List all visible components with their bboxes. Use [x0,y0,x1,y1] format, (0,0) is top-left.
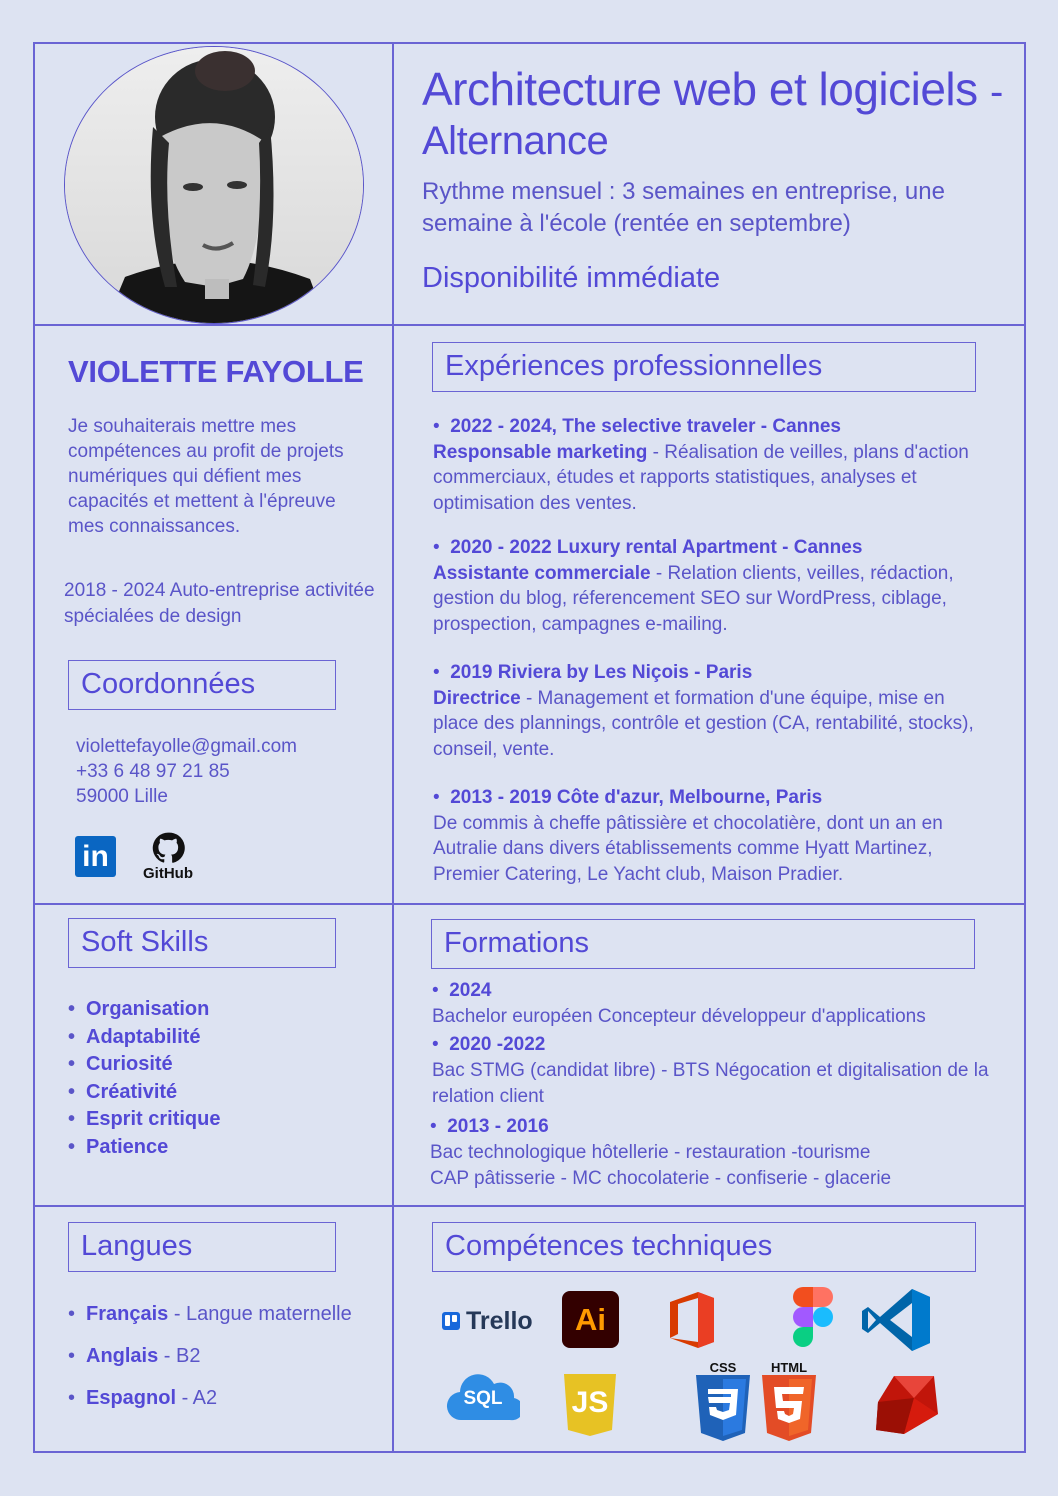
list-item: • Adaptabilité [68,1024,220,1052]
css-icon [694,1360,752,1444]
formation-line: Bac STMG (candidat libre) - BTS Négocation et digitalisation de la relation client [432,1060,989,1107]
soft-skills-list [68,996,220,1162]
langue-level: - B2 [158,1345,201,1367]
formation-line: CAP pâtisserie - MC chocolaterie - confiserie - glacerie [430,1168,892,1189]
vscode-icon [862,1287,932,1358]
formation-year: 2024 [449,980,492,1001]
experience-item: • 2013 - 2019 Côte d'azur, Melbourne, Paris De commis à cheffe pâtissière et chocolatière, dont un an en Autralie dans divers établissements comme Hyatt Martinez, Premier Catering, Le Yacht club, Maison Pradier. [433,787,943,885]
office-icon [668,1290,716,1355]
soft-skills-heading: Soft Skills [68,918,336,968]
langues-heading: Langues [68,1222,336,1272]
linkedin-label: in [82,840,109,873]
langue-name: Français [86,1303,169,1325]
linkedin-icon[interactable] [75,836,116,877]
availability: Disponibilité immédiate [422,262,721,294]
experience-role: Assistante commerciale [433,562,651,584]
row-divider [33,324,1026,326]
list-item: • Créativité [68,1079,220,1107]
experience-desc: De commis à cheffe pâtissière et chocolatière, dont un an en Autralie dans divers établissements comme Hyatt Martinez, Premier Catering, Le Yacht club, Maison Pradier. [433,812,943,885]
list-item: • Curiosité [68,1051,220,1079]
title-main: Architecture web et logiciels [422,63,978,115]
phone[interactable]: +33 6 48 97 21 85 [76,761,230,782]
rythme-text: Rythme mensuel : 3 semaines en entreprise, une semaine à l'école (rentée en septembre) [422,178,945,237]
candidate-name: VIOLETTE FAYOLLE [68,354,364,389]
title-suffix: - Alternance [422,70,1003,163]
experience-desc: - Relation clients, veilles, rédaction, gestion du blog, réferencement SEO sur WordPress, ciblage, prospection, campagnes e-mailing. [433,562,954,635]
experience-role: Responsable marketing [433,441,648,463]
html-icon [760,1360,818,1444]
github-octocat-icon [151,832,185,864]
github-icon[interactable] [138,832,198,882]
github-label: GitHub [143,865,193,882]
experience-head: 2013 - 2019 Côte d'azur, Melbourne, Paris [450,787,823,808]
coordonnees-heading: Coordonnées [68,660,336,710]
profile-photo [64,46,364,324]
experience-head: 2020 - 2022 Luxury rental Apartment - Cannes [450,537,863,558]
list-item: • Esprit critique [68,1106,220,1134]
sql-label: SQL [463,1388,503,1409]
experience-desc: - Réalisation de veilles, plans d'action commerciaux, études et rapports statistiques, analyses et optimisation des ventes. [433,441,969,514]
html-label: HTML [770,1360,808,1375]
ruby-icon [874,1374,940,1441]
sql-icon [446,1370,520,1424]
formation-item: • 2024 Bachelor européen Concepteur développeur d'applications [432,978,1042,1030]
illustrator-icon [562,1291,619,1348]
experience-desc: - Management et formation d'une équipe, mise en place des plannings, contrôle et gestion (CA, rentabilité, stocks), conseil, vente. [433,687,974,760]
auto-entreprise: 2018 - 2024 Auto-entreprise activitée spécialées de design [64,580,375,627]
column-divider [392,42,394,1453]
langue-name: Anglais [86,1345,159,1367]
langue-level: - A2 [176,1387,218,1409]
list-item: • Organisation [68,996,220,1024]
experience-head: 2019 Riviera by Les Niçois - Paris [450,662,753,683]
tech-heading: Compétences techniques [432,1222,976,1272]
css-label: CSS [709,1360,737,1375]
experience-role: Directrice [433,687,521,709]
figma-icon [792,1286,834,1353]
formation-year: 2020 -2022 [449,1034,546,1055]
experience-item: • 2022 - 2024, The selective traveler - Cannes Responsable marketing - Réalisation de veilles, plans d'action commerciaux, études et rapports statistiques, analyses et optimisation des ventes. [433,416,969,514]
summary: Je souhaiterais mettre mes compétences au profit de projets numériques qui défient mes capacités et mettent à l'épreuve mes connaissances. [68,416,344,537]
langue-name: Espagnol [86,1387,177,1409]
experience-heading: Expériences professionnelles [432,342,976,392]
row-divider [33,903,1026,905]
javascript-icon [562,1374,618,1436]
formation-line: Bac technologique hôtellerie - restauration -tourisme [430,1142,871,1163]
formations-heading: Formations [431,919,975,969]
experience-item: • 2019 Riviera by Les Niçois - Paris Directrice - Management et formation d'une équipe, mise en place des plannings, contrôle et gestion (CA, rentabilité, stocks), conseil, vente. [433,662,974,760]
trello-icon [442,1306,533,1336]
formation-year: 2013 - 2016 [447,1116,549,1137]
list-item [68,1345,352,1368]
list-item [68,1387,352,1410]
row-divider [33,1205,1026,1207]
javascript-label: JS [571,1386,609,1419]
address: 59000 Lille [76,786,168,807]
langue-level: - Langue maternelle [168,1303,352,1325]
formation-line: Bachelor européen Concepteur développeur d'applications [432,1006,926,1027]
formation-item: • 2013 - 2016 Bac technologique hôtellerie - restauration -tourisme CAP pâtisserie - MC chocolaterie - confiserie - glacerie [430,1114,1040,1192]
list-item: • Patience [68,1134,220,1162]
email[interactable]: violettefayolle@gmail.com [76,736,297,757]
contact-block [76,734,297,809]
experience-head: 2022 - 2024, The selective traveler - Cannes [450,416,841,437]
job-title [422,63,1032,164]
langues-list [68,1303,352,1429]
formation-item: • 2020 -2022 Bac STMG (candidat libre) - BTS Négocation et digitalisation de la relation client [432,1032,1032,1110]
experience-item: • 2020 - 2022 Luxury rental Apartment - Cannes Assistante commerciale - Relation clients, veilles, rédaction, gestion du blog, réferencement SEO sur WordPress, ciblage, prospection, campagnes e-mailing. [433,537,954,635]
trello-label: Trello [466,1306,533,1335]
list-item [68,1303,352,1326]
illustrator-label: Ai [575,1302,606,1337]
